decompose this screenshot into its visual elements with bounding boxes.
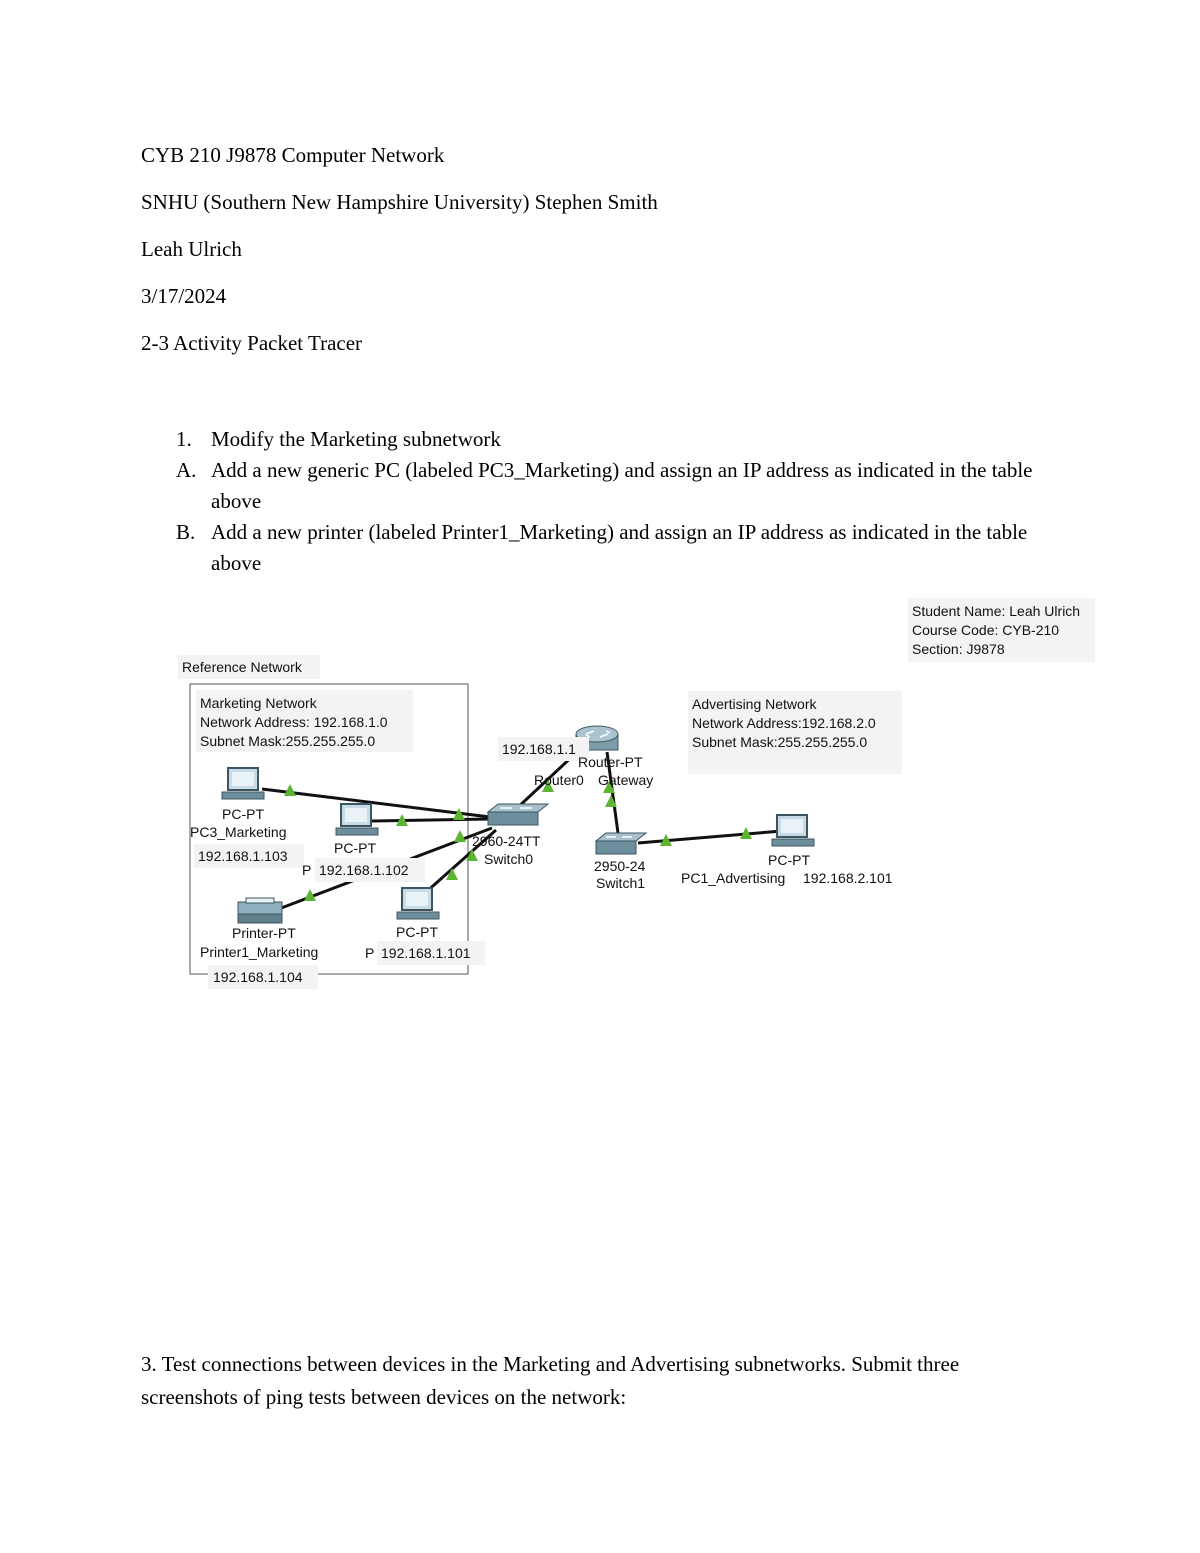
date: 3/17/2024 xyxy=(141,284,227,308)
pc3-model-label: PC-PT xyxy=(222,806,264,822)
pc1-name-label: P xyxy=(365,945,375,961)
switch0-icon xyxy=(488,804,548,825)
reference-network-title: Reference Network xyxy=(182,659,302,675)
link-pc3-switch0 xyxy=(262,789,490,817)
pc1-ip-label: 192.168.1.101 xyxy=(381,945,471,961)
router-model-label: Router-PT xyxy=(578,754,643,770)
router-ip-label: 192.168.1.1 xyxy=(502,741,576,757)
adv-pc-ip-label: 192.168.2.101 xyxy=(803,870,893,886)
computer-icon xyxy=(222,768,264,799)
list-text: Add a new printer (labeled Printer1_Marketing) and assign an IP address as indicated in the table above xyxy=(211,520,1028,575)
switch1-name-label: Switch1 xyxy=(596,875,646,891)
list-text: Add a new generic PC (labeled PC3_Marketing) and assign an IP address as indicated in the table above xyxy=(211,458,1033,513)
marketing-info-line: Network Address: 192.168.1.0 xyxy=(200,714,388,730)
list-number: A. xyxy=(176,458,197,482)
switch1-model-label: 2950-24 xyxy=(594,858,646,874)
activity-title: 2-3 Activity Packet Tracer xyxy=(141,331,363,355)
list-number: B. xyxy=(176,520,196,544)
marketing-info-line: Marketing Network xyxy=(200,695,317,711)
link-switch1-advpc xyxy=(638,831,782,843)
printer-icon xyxy=(238,898,282,923)
pc2-model-label: PC-PT xyxy=(334,840,376,856)
school-instructor: SNHU (Southern New Hampshire University) Stephen Smith xyxy=(141,190,658,214)
link-up-indicator xyxy=(605,795,617,807)
link-up-indicator xyxy=(454,830,466,842)
adv-pc-model-label: PC-PT xyxy=(768,852,810,868)
student-info-line: Course Code: CYB-210 xyxy=(912,622,1060,638)
pc2-ip-label: 192.168.1.102 xyxy=(319,862,409,878)
link-up-indicator xyxy=(284,784,296,796)
list-number: 1. xyxy=(176,427,192,451)
printer-name-label: Printer1_Marketing xyxy=(200,944,319,960)
list-text: Modify the Marketing subnetwork xyxy=(211,427,501,451)
pc3-ip-label: 192.168.1.103 xyxy=(198,848,288,864)
advertising-info-line: Network Address:192.168.2.0 xyxy=(692,715,876,731)
pc3-name-label: PC3_Marketing xyxy=(190,824,287,840)
switch0-model-label: 2960-24TT xyxy=(472,833,541,849)
student-info-line: Section: J9878 xyxy=(912,641,1005,657)
printer-model-label: Printer-PT xyxy=(232,925,296,941)
student-info-line: Student Name: Leah Ulrich xyxy=(912,603,1081,619)
router-name-label: Router0 xyxy=(534,772,584,788)
student-name: Leah Ulrich xyxy=(141,237,242,261)
adv-pc-name-label: PC1_Advertising xyxy=(681,870,786,886)
marketing-info-line: Subnet Mask:255.255.255.0 xyxy=(200,733,376,749)
course-title: CYB 210 J9878 Computer Network xyxy=(141,143,445,167)
step-3-instructions: 3. Test connections between devices in the Marketing and Advertising subnetworks. Submit three screenshots of ping tests between devices on the network: xyxy=(141,1352,960,1409)
pc1-model-label: PC-PT xyxy=(396,924,438,940)
advertising-info-line: Advertising Network xyxy=(692,696,817,712)
advertising-info-line: Subnet Mask:255.255.255.0 xyxy=(692,734,868,750)
link-pc2-switch0 xyxy=(372,819,490,821)
pc2-name-label: P xyxy=(302,862,312,878)
printer-ip-label: 192.168.1.104 xyxy=(213,969,303,985)
router-gateway-label: Gateway xyxy=(598,772,654,788)
computer-icon xyxy=(772,815,814,846)
switch0-name-label: Switch0 xyxy=(484,851,534,867)
computer-icon xyxy=(397,888,439,919)
computer-icon xyxy=(336,804,378,835)
